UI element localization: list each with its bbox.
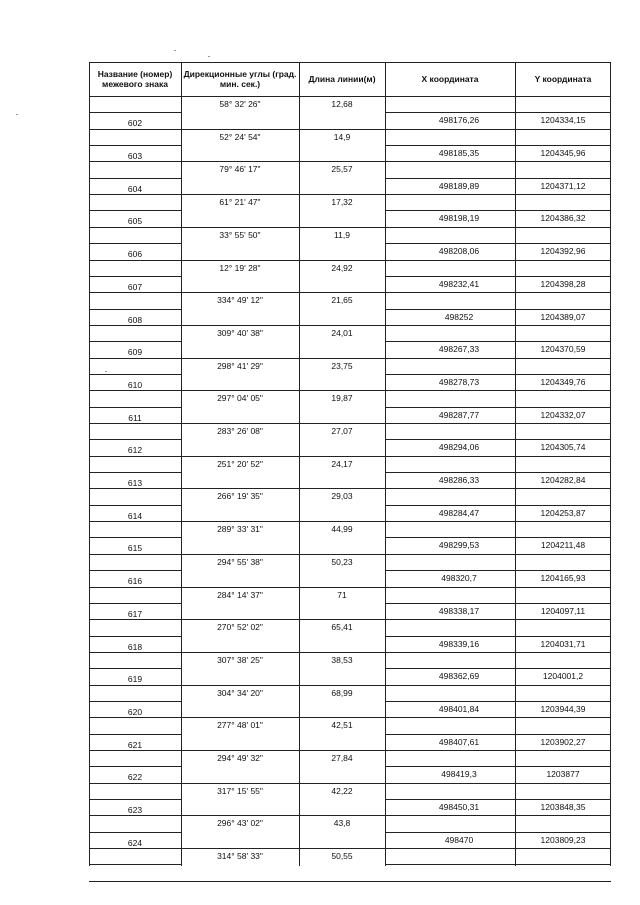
row-rule: [385, 864, 611, 865]
x-coordinate: 498278,73: [438, 377, 480, 387]
row-rule: [89, 815, 611, 816]
point-name: 621: [127, 740, 143, 750]
direction-angle: 284° 14' 37": [217, 590, 263, 600]
row-rule: [89, 864, 181, 865]
y-coordinate: 1204371,12: [540, 181, 586, 191]
y-coordinate: 1204211,48: [540, 540, 586, 550]
coordinates-table: [89, 62, 611, 866]
row-rule: [385, 439, 611, 440]
x-coordinate: 498208,06: [438, 246, 480, 256]
header-line-length: Длина линии(м): [308, 74, 376, 84]
row-rule: [385, 407, 611, 408]
direction-angle: 251° 20' 52": [217, 459, 263, 469]
y-coordinate: 1204001,2: [542, 671, 584, 681]
point-name: 615: [127, 543, 143, 553]
row-rule: [385, 701, 611, 702]
y-coordinate: 1204031,71: [540, 639, 586, 649]
row-rule: [385, 570, 611, 571]
row-rule: [89, 783, 611, 784]
row-rule: [89, 750, 611, 751]
line-length: 19,87: [331, 393, 353, 403]
row-rule: [89, 554, 611, 555]
row-rule: [89, 537, 181, 538]
y-coordinate: 1204392,96: [540, 246, 586, 256]
y-coordinate: 1204097,11: [540, 606, 586, 616]
direction-angle: 79° 46' 17": [219, 164, 261, 174]
scan-speck: [105, 371, 107, 372]
direction-angle: 289° 33' 31": [217, 524, 263, 534]
direction-angle: 314° 58' 33": [217, 851, 263, 861]
scan-speck: [208, 56, 210, 57]
point-name: 608: [127, 315, 143, 325]
line-length: 27,07: [331, 426, 353, 436]
line-length: 11,9: [334, 230, 350, 240]
line-length: 42,22: [331, 786, 353, 796]
point-name: 605: [127, 216, 143, 226]
header-point-name: Название (номер) межевого знака: [97, 69, 173, 89]
point-name: 602: [127, 118, 143, 128]
line-length: 29,03: [331, 491, 353, 501]
x-coordinate: 498338,17: [438, 606, 480, 616]
row-rule: [385, 636, 611, 637]
y-coordinate: 1203848,35: [540, 802, 586, 812]
row-rule: [89, 309, 181, 310]
direction-angle: 277° 48' 01": [217, 720, 263, 730]
row-rule: [89, 619, 611, 620]
y-coordinate: 1204305,74: [540, 442, 586, 452]
direction-angle: 270° 52' 02": [217, 622, 263, 632]
row-rule: [89, 374, 181, 375]
row-rule: [89, 488, 611, 489]
line-length: 43,8: [333, 818, 351, 828]
row-rule: [89, 129, 611, 130]
y-coordinate: 1204332,07: [540, 410, 586, 420]
row-rule: [89, 194, 611, 195]
x-coordinate: 498286,33: [438, 475, 480, 485]
scan-speck: [174, 50, 176, 51]
line-length: 50,55: [331, 851, 353, 861]
x-coordinate: 498450,31: [438, 802, 480, 812]
point-name: 614: [127, 511, 143, 521]
line-length: 25,57: [331, 164, 353, 174]
point-name: 619: [127, 674, 143, 684]
line-length: 24,92: [331, 263, 353, 273]
y-coordinate: 1204386,32: [540, 213, 586, 223]
y-coordinate: 1203944,39: [540, 704, 586, 714]
point-name: 624: [127, 838, 143, 848]
row-rule: [89, 210, 181, 211]
line-length: 14,9: [333, 132, 351, 142]
row-rule: [89, 407, 181, 408]
row-rule: [89, 423, 611, 424]
point-name: 611: [128, 413, 142, 423]
row-rule: [89, 881, 611, 882]
x-coordinate: 498401,84: [438, 704, 480, 714]
row-rule: [385, 210, 611, 211]
direction-angle: 334° 49' 12": [217, 295, 263, 305]
row-rule: [89, 521, 611, 522]
x-coordinate: 498299,53: [438, 540, 480, 550]
row-rule: [89, 848, 611, 849]
row-rule: [89, 439, 181, 440]
row-rule: [385, 309, 611, 310]
x-coordinate: 498252: [444, 312, 474, 322]
y-coordinate: 1203902,27: [540, 737, 586, 747]
row-rule: [385, 178, 611, 179]
header-y-coordinate: Y координата: [534, 74, 592, 84]
row-rule: [89, 636, 181, 637]
row-rule: [89, 701, 181, 702]
y-coordinate: 1204282,84: [540, 475, 586, 485]
point-name: 623: [127, 805, 143, 815]
row-rule: [89, 96, 611, 97]
line-length: 50,23: [331, 557, 353, 567]
x-coordinate: 498294,06: [438, 442, 480, 452]
row-rule: [385, 537, 611, 538]
row-rule: [385, 766, 611, 767]
row-rule: [385, 603, 611, 604]
point-name: 622: [127, 772, 143, 782]
x-coordinate: 498287,77: [438, 410, 480, 420]
row-rule: [89, 62, 611, 63]
y-coordinate: 1204253,87: [540, 508, 586, 518]
direction-angle: 309° 40' 38": [217, 328, 263, 338]
y-coordinate: 1204370,59: [540, 344, 586, 354]
x-coordinate: 498267,33: [438, 344, 480, 354]
line-length: 42,51: [331, 720, 353, 730]
y-coordinate: 1203809,23: [540, 835, 586, 845]
line-length: 24,01: [331, 328, 353, 338]
line-length: 12,68: [331, 99, 353, 109]
direction-angle: 33° 55' 50": [219, 230, 261, 240]
row-rule: [89, 243, 181, 244]
y-coordinate: 1204334,15: [540, 115, 586, 125]
x-coordinate: 498470: [444, 835, 474, 845]
row-rule: [89, 341, 181, 342]
y-coordinate: 1204398,28: [540, 279, 586, 289]
row-rule: [89, 668, 181, 669]
x-coordinate: 498419,3: [441, 769, 477, 779]
row-rule: [89, 358, 611, 359]
line-length: 24,17: [331, 459, 353, 469]
point-name: 620: [127, 707, 143, 717]
row-rule: [385, 145, 611, 146]
row-rule: [89, 178, 181, 179]
row-rule: [89, 472, 181, 473]
y-coordinate: 1204165,93: [540, 573, 586, 583]
point-name: 610: [127, 380, 143, 390]
x-coordinate: 498362,69: [438, 671, 480, 681]
point-name: 606: [127, 249, 143, 259]
point-name: 618: [127, 642, 143, 652]
row-rule: [89, 325, 611, 326]
x-coordinate: 498339,16: [438, 639, 480, 649]
row-rule: [385, 374, 611, 375]
row-rule: [89, 505, 181, 506]
row-rule: [385, 472, 611, 473]
row-rule: [385, 505, 611, 506]
row-rule: [385, 341, 611, 342]
row-rule: [89, 145, 181, 146]
row-rule: [385, 832, 611, 833]
row-rule: [385, 243, 611, 244]
point-name: 612: [127, 445, 143, 455]
row-rule: [385, 668, 611, 669]
line-length: 68,99: [331, 688, 353, 698]
y-coordinate: 1204349,76: [540, 377, 586, 387]
line-length: 27,84: [331, 753, 353, 763]
x-coordinate: 498320,7: [441, 573, 477, 583]
row-rule: [385, 276, 611, 277]
row-rule: [89, 652, 611, 653]
point-name: 613: [127, 478, 143, 488]
row-rule: [89, 390, 611, 391]
line-length: 44,99: [331, 524, 353, 534]
point-name: 616: [127, 576, 143, 586]
line-length: 71: [337, 590, 347, 600]
row-rule: [89, 112, 181, 113]
point-name: 617: [127, 609, 143, 619]
direction-angle: 294° 49' 32": [217, 753, 263, 763]
row-rule: [89, 766, 181, 767]
line-length: 21,65: [331, 295, 353, 305]
header-x-coordinate: X координата: [421, 74, 479, 84]
x-coordinate: 498198,19: [438, 213, 480, 223]
direction-angle: 58° 32' 26": [219, 99, 261, 109]
y-coordinate: 1204389,07: [540, 312, 586, 322]
row-rule: [89, 734, 181, 735]
direction-angle: 52° 24' 54": [219, 132, 261, 142]
y-coordinate: 1203877: [546, 769, 580, 779]
line-length: 17,32: [331, 197, 353, 207]
x-coordinate: 498189,89: [438, 181, 480, 191]
row-rule: [89, 799, 181, 800]
row-rule: [385, 799, 611, 800]
row-rule: [89, 276, 181, 277]
direction-angle: 297° 04' 05": [217, 393, 263, 403]
row-rule: [89, 603, 181, 604]
point-name: 607: [127, 282, 143, 292]
x-coordinate: 498407,61: [438, 737, 480, 747]
point-name: 604: [127, 184, 143, 194]
x-coordinate: 498185,35: [438, 148, 480, 158]
direction-angle: 304° 34' 20": [217, 688, 263, 698]
row-rule: [385, 734, 611, 735]
direction-angle: 266° 19' 35": [217, 491, 263, 501]
y-coordinate: 1204345,96: [540, 148, 586, 158]
row-rule: [89, 227, 611, 228]
point-name: 603: [127, 151, 143, 161]
row-rule: [89, 161, 611, 162]
direction-angle: 283° 26' 08": [217, 426, 263, 436]
row-rule: [89, 260, 611, 261]
row-rule: [89, 456, 611, 457]
scan-speck: [16, 114, 18, 115]
row-rule: [89, 570, 181, 571]
x-coordinate: 498232,41: [438, 279, 480, 289]
direction-angle: 317° 15' 55": [217, 786, 263, 796]
x-coordinate: 498284,47: [438, 508, 480, 518]
line-length: 23,75: [331, 361, 353, 371]
direction-angle: 298° 41' 29": [217, 361, 263, 371]
direction-angle: 296° 43' 02": [217, 818, 263, 828]
direction-angle: 12° 19' 28": [219, 263, 261, 273]
direction-angle: 307° 38' 25": [217, 655, 263, 665]
row-rule: [89, 717, 611, 718]
row-rule: [89, 587, 611, 588]
direction-angle: 294° 55' 38": [217, 557, 263, 567]
header-direction-angles: Дирекционные углы (град. мин. сек.): [183, 69, 297, 89]
row-rule: [89, 685, 611, 686]
point-name: 609: [127, 347, 143, 357]
row-rule: [385, 112, 611, 113]
x-coordinate: 498176,26: [438, 115, 480, 125]
direction-angle: 61° 21' 47": [219, 197, 261, 207]
row-rule: [89, 292, 611, 293]
line-length: 65,41: [331, 622, 353, 632]
row-rule: [89, 832, 181, 833]
line-length: 38,53: [331, 655, 353, 665]
